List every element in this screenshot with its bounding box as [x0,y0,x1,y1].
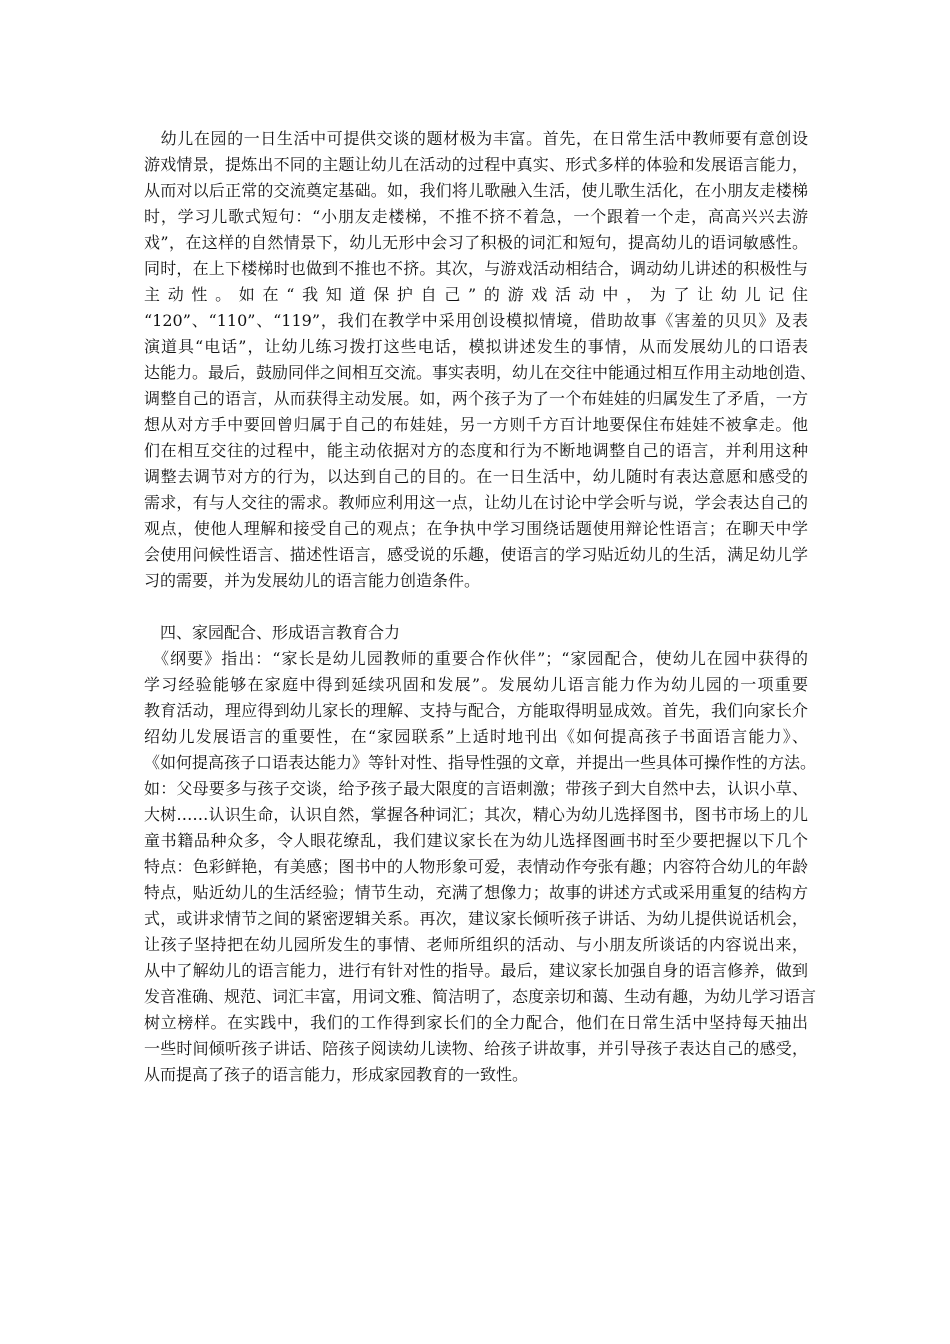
text-line: 学习经验能够在家庭中得到延续巩固和发展”。发展幼儿语言能力作为幼儿园的一项重要 [144,675,808,694]
text-line: 同时，在上下楼梯时也做到不推也不挤。其次，与游戏活动相结合，调动幼儿讲述的积极性与 [144,259,808,278]
text-line: 《纲要》指出：“家长是幼儿园教师的重要合作伙伴”；“家园配合，使幼儿在园中获得的 [144,649,808,668]
text-line: 一些时间倾听孩子讲话、陪孩子阅读幼儿读物、给孩子讲故事，并引导孩子表达自己的感受， [144,1039,808,1058]
text-line: 特点：色彩鲜艳，有美感；图书中的人物形象可爱，表情动作夸张有趣；内容符合幼儿的年龄 [144,857,808,876]
paragraph-home-school-cooperation [144,646,817,1088]
text-line: 想从对方手中要回曾归属于自己的布娃娃，另一方则千方百计地要保住布娃娃不被拿走。他 [144,415,808,434]
text-line: 特点，贴近幼儿的生活经验；情节生动，充满了想像力；故事的讲述方式或采用重复的结构方 [144,883,808,902]
text-line: 演道具“电话”，让幼儿练习拨打这些电话，模拟讲述发生的事情，从而发展幼儿的口语表 [144,337,808,356]
text-line: 幼儿在园的一日生活中可提供交谈的题材极为丰富。首先，在日常生活中教师要有意创设 [144,129,808,148]
text-line: 调整自己的语言，从而获得主动发展。如，两个孩子为了一个布娃娃的归属发生了矛盾，一方 [144,389,808,408]
paragraph-spacer [144,594,808,620]
text-line: 游戏情景，提炼出不同的主题让幼儿在活动的过程中真实、形式多样的体验和发展语言能力， [144,155,808,174]
text-line: 绍幼儿发展语言的重要性，在“家园联系”上适时地刊出《如何提高孩子书面语言能力》、 [144,727,808,746]
text-line: 调整去调节对方的行为，以达到自己的目的。在一日生活中，幼儿随时有表达意愿和感受的 [144,467,808,486]
text-line: 《如何提高孩子口语表达能力》等针对性、指导性强的文章，并提出一些具体可操作性的方法。 [144,753,817,772]
text-line: 从而提高了孩子的语言能力，形成家园教育的一致性。 [144,1065,529,1084]
text-line: 从中了解幼儿的语言能力，进行有针对性的指导。最后，建议家长加强自身的语言修养，做到 [144,961,808,980]
text-line: 们在相互交往的过程中，能主动依据对方的态度和行为不断地调整自己的语言，并利用这种 [144,441,808,460]
text-line: 戏”，在这样的自然情景下，幼儿无形中会习了积极的词汇和短句，提高幼儿的语词敏感性。 [144,233,808,252]
text-line: 让孩子坚持把在幼儿园所发生的事情、老师所组织的活动、与小朋友所谈话的内容说出来， [144,935,808,954]
text-line: 发音准确、规范、词汇丰富，用词文雅、简洁明了，态度亲切和蔼、生动有趣，为幼儿学习语言 [144,987,817,1006]
section-heading: 四、家园配合、形成语言教育合力 [144,623,401,642]
text-line: 习的需要，并为发展幼儿的语言能力创造条件。 [144,571,481,590]
text-line: 需求，有与人交往的需求。教师应利用这一点，让幼儿在讨论中学会听与说，学会表达自己的 [144,493,808,512]
paragraph-daily-life-conversation [144,126,817,594]
text-line: 童书籍品种众多，令人眼花缭乱，我们建议家长在为幼儿选择图画书时至少要把握以下几个 [144,831,808,850]
text-line: 如：父母要多与孩子交谈，给予孩子最大限度的言语刺激；带孩子到大自然中去，认识小草、 [144,779,808,798]
document-body [144,126,817,1088]
text-line: 主动性。如在“我知道保护自己”的游戏活动中，为了让幼儿记住 [144,285,808,304]
text-line: 达能力。最后，鼓励同伴之间相互交流。事实表明，幼儿在交往中能通过相互作用主动地创造、 [144,363,817,382]
text-line: 时，学习儿歌式短句：“小朋友走楼梯，不推不挤不着急，一个跟着一个走，高高兴兴去游 [144,207,808,226]
text-line: 会使用问候性语言、描述性语言，感受说的乐趣，使语言的学习贴近幼儿的生活，满足幼儿学 [144,545,808,564]
text-line: 从而对以后正常的交流奠定基础。如，我们将儿歌融入生活，使儿歌生活化，在小朋友走楼梯 [144,181,808,200]
text-line: 树立榜样。在实践中，我们的工作得到家长们的全力配合，他们在日常生活中坚持每天抽出 [144,1013,808,1032]
text-line: 式，或讲求情节之间的紧密逻辑关系。再次，建议家长倾听孩子讲话、为幼儿提供说话机会， [144,909,808,928]
text-line: 观点，使他人理解和接受自己的观点；在争执中学习围绕话题使用辩论性语言；在聊天中学 [144,519,808,538]
text-line: 大树……认识生命，认识自然，掌握各种词汇；其次，精心为幼儿选择图书，图书市场上的儿 [144,805,808,824]
text-line: “120”、“110”、“119”，我们在教学中采用创设模拟情境，借助故事《害羞的贝贝》及表 [144,311,808,330]
text-line: 教育活动，理应得到幼儿家长的理解、支持与配合，方能取得明显成效。首先，我们向家长介 [144,701,808,720]
